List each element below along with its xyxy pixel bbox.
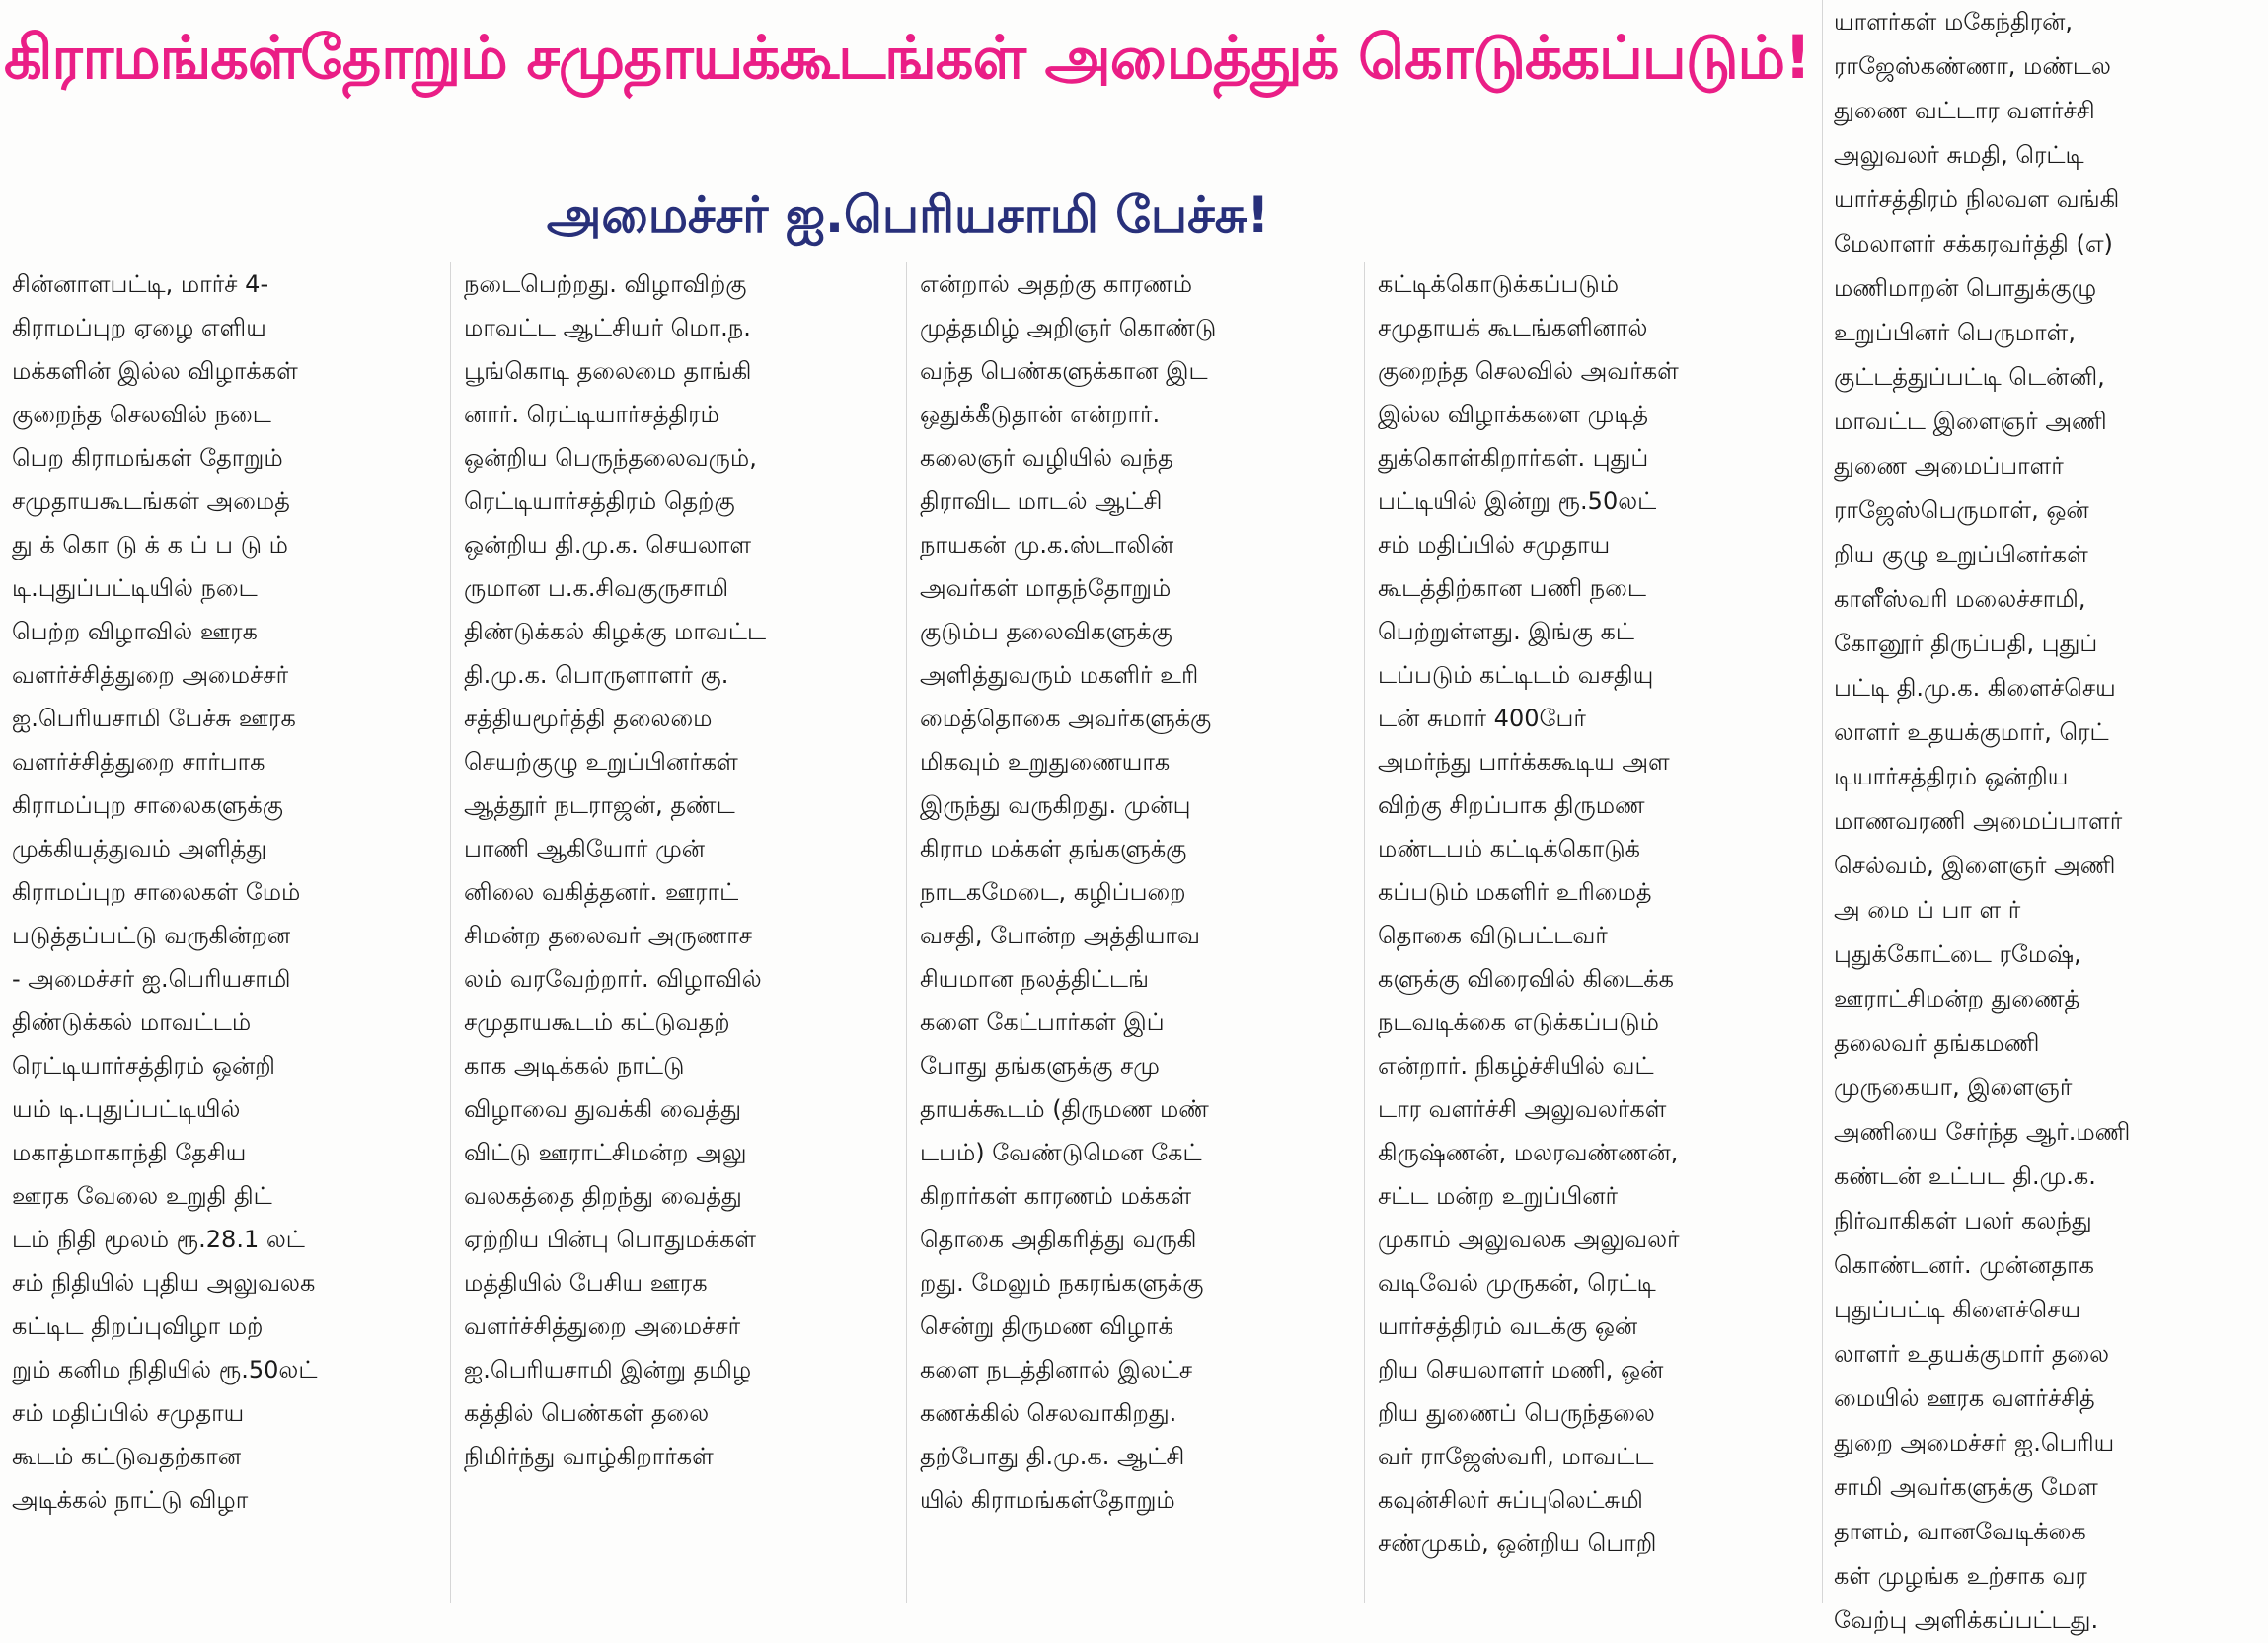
- text-line: வசதி, போன்ற அத்தியாவ: [920, 922, 1200, 949]
- text-line: மாவட்ட இளைஞர் அணி: [1834, 408, 2107, 435]
- text-line: வளர்ச்சித்துறை அமைச்சர்: [12, 661, 289, 689]
- text-line: டியார்சத்திரம் ஒன்றிய: [1834, 763, 2069, 790]
- text-line: ஒன்றிய பெருந்தலைவரும்,: [464, 444, 757, 472]
- text-line: முருகையா, இளைஞர்: [1834, 1074, 2073, 1101]
- text-line: து க் கொ டு க் க ப் ப டு ம்: [12, 531, 288, 559]
- text-line: களை நடத்தினால் இலட்ச: [920, 1356, 1193, 1383]
- text-line: றிய துணைப் பெருந்தலை: [1378, 1399, 1655, 1427]
- text-line: றது. மேலும் நகரங்களுக்கு: [920, 1269, 1204, 1297]
- text-line: யம் டி.புதுப்பட்டியில்: [12, 1095, 241, 1123]
- text-line: அலுவலர் சுமதி, ரெட்டி: [1834, 141, 2084, 169]
- text-line: கூடம் கட்டுவதற்கான: [12, 1443, 242, 1470]
- text-line: புதுப்பட்டி கிளைச்செய: [1834, 1296, 2081, 1323]
- article-column-2: [464, 262, 888, 1603]
- text-line: தி.மு.க. பொருளாளர் கு.: [464, 661, 729, 689]
- text-line: மாவட்ட ஆட்சியர் மொ.ந.: [464, 314, 751, 341]
- text-line: கணக்கில் செலவாகிறது.: [920, 1399, 1177, 1427]
- text-line: மிகவும் உறுதுணையாக: [920, 748, 1171, 776]
- text-line: படுத்தப்பட்டு வருகின்றன: [12, 922, 291, 949]
- text-line: பூங்கொடி தலைமை தாங்கி: [464, 357, 752, 385]
- text-line: கட்டிட திறப்புவிழா மற்: [12, 1312, 264, 1340]
- text-line: களை கேட்பார்கள் இப்: [920, 1008, 1165, 1036]
- text-line: சண்முகம், ஒன்றிய பொறி: [1378, 1530, 1657, 1557]
- text-line: சென்று திருமண விழாக்: [920, 1312, 1173, 1340]
- column-divider: [450, 262, 451, 1603]
- text-line: இருந்து வருகிறது. முன்பு: [920, 791, 1191, 819]
- text-line: தாயக்கூடம் (திருமண மண்: [920, 1095, 1209, 1123]
- text-line: பெற்ற விழாவில் ஊரக: [12, 618, 258, 645]
- text-line: சம் நிதியில் புதிய அலுவலக: [12, 1269, 316, 1297]
- text-line: கிறார்கள் காரணம் மக்கள்: [920, 1182, 1192, 1210]
- text-line: ருமான ப.க.சிவகுருசாமி: [464, 574, 729, 602]
- text-line: சியமான நலத்திட்டங்: [920, 965, 1149, 993]
- text-line: தற்போது தி.மு.க. ஆட்சி: [920, 1443, 1185, 1470]
- text-line: துறை அமைச்சர் ஐ.பெரிய: [1834, 1429, 2115, 1456]
- text-line: வலகத்தை திறந்து வைத்து: [464, 1182, 742, 1210]
- text-line: சமுதாயக் கூடங்களினால்: [1378, 314, 1648, 341]
- text-line: ஆத்தூர் நடராஜன், தண்ட: [464, 791, 735, 819]
- text-line: என்றார். நிகழ்ச்சியில் வட்: [1378, 1052, 1654, 1080]
- text-line: குறைந்த செலவில் நடை: [12, 401, 271, 428]
- text-line: நாடகமேடை, கழிப்பறை: [920, 878, 1186, 906]
- text-line: சமுதாயகூடம் கட்டுவதற்: [464, 1008, 730, 1036]
- text-line: காளீஸ்வரி மலைச்சாமி,: [1834, 585, 2086, 613]
- text-line: தொகை விடுபட்டவர்: [1378, 922, 1608, 949]
- column-divider: [1822, 0, 1823, 1603]
- text-line: டன் சுமார் 400பேர்: [1378, 705, 1586, 732]
- text-line: மாணவரணி அமைப்பாளர்: [1834, 807, 2123, 835]
- text-line: கட்டிக்கொடுக்கப்படும்: [1378, 270, 1620, 298]
- text-line: வர் ராஜேஸ்வரி, மாவட்ட: [1378, 1443, 1654, 1470]
- text-line: வேற்பு அளிக்கப்பட்டது.: [1834, 1606, 2099, 1634]
- text-line: அ மை ப் பா ள ர்: [1834, 896, 2021, 924]
- text-line: சிமன்ற தலைவர் அருணாச: [464, 922, 753, 949]
- text-line: கண்டன் உட்பட தி.மு.க.: [1834, 1162, 2096, 1190]
- text-line: லாளர் உதயக்குமார், ரெட்: [1834, 718, 2109, 746]
- text-line: றும் கனிம நிதியில் ரூ.50லட்: [12, 1356, 318, 1383]
- text-line: மண்டபம் கட்டிக்கொடுக்: [1378, 835, 1641, 862]
- text-line: யார்சத்திரம் வடக்கு ஒன்: [1378, 1312, 1638, 1340]
- text-line: முகாம் அலுவலக அலுவலர்: [1378, 1226, 1680, 1253]
- text-line: ஊரக வேலை உறுதி திட்: [12, 1182, 272, 1210]
- text-line: காக அடிக்கல் நாட்டு: [464, 1052, 685, 1080]
- article-column-4: [1378, 262, 1802, 1603]
- text-line: பட்டி தி.மு.க. கிளைச்செய: [1834, 674, 2116, 702]
- text-line: திண்டுக்கல் கிழக்கு மாவட்ட: [464, 618, 767, 645]
- text-line: குறைந்த செலவில் அவர்கள்: [1378, 357, 1679, 385]
- text-line: கிராமப்புற சாலைகள் மேம்: [12, 878, 301, 906]
- text-line: பெற கிராமங்கள் தோறும்: [12, 444, 283, 472]
- text-line: டப்படும் கட்டிடம் வசதியு: [1378, 661, 1654, 689]
- text-line: அளித்துவரும் மகளிர் உரி: [920, 661, 1199, 689]
- text-line: னிலை வகித்தனர். ஊராட்: [464, 878, 739, 906]
- text-line: ஐ.பெரியசாமி பேச்சு ஊரக: [12, 705, 296, 732]
- text-line: கலைஞர் வழியில் வந்த: [920, 444, 1173, 472]
- text-line: விட்டு ஊராட்சிமன்ற அலு: [464, 1139, 747, 1166]
- text-line: சமுதாயகூடங்கள் அமைத்: [12, 487, 290, 515]
- text-line: றிய செயலாளர் மணி, ஒன்: [1378, 1356, 1664, 1383]
- text-line: யில் கிராமங்கள்தோறும்: [920, 1486, 1175, 1514]
- text-line: தொகை அதிகரித்து வருகி: [920, 1226, 1197, 1253]
- headline: கிராமங்கள்தோறும் சமுதாயக்கூடங்கள் அமைத்துக் கொடுக்கப்படும்!: [4, 24, 1811, 93]
- text-line: விற்கு சிறப்பாக திருமண: [1378, 791, 1645, 819]
- text-line: குடும்ப தலைவிகளுக்கு: [920, 618, 1172, 645]
- text-line: லம் வரவேற்றார். விழாவில்: [464, 965, 762, 993]
- text-line: யாளர்கள் மகேந்திரன்,: [1834, 8, 2074, 36]
- text-line: நடைபெற்றது. விழாவிற்கு: [464, 270, 747, 298]
- text-line: கிராம மக்கள் தங்களுக்கு: [920, 835, 1187, 862]
- text-line: கத்தில் பெண்கள் தலை: [464, 1399, 710, 1427]
- text-line: குட்டத்துப்பட்டி டென்னி,: [1834, 363, 2105, 391]
- text-line: - அமைச்சர் ஐ.பெரியசாமி: [12, 965, 291, 993]
- text-line: திராவிட மாடல் ஆட்சி: [920, 487, 1163, 515]
- text-line: இல்ல விழாக்களை முடித்: [1378, 401, 1649, 428]
- text-line: ஒதுக்கீடுதான் என்றார்.: [920, 401, 1161, 428]
- text-line: தாளம், வானவேடிக்கை: [1834, 1518, 2086, 1545]
- text-line: அடிக்கல் நாட்டு விழா: [12, 1486, 249, 1514]
- text-line: உறுப்பினர் பெருமாள்,: [1834, 319, 2076, 346]
- article-column-3: [920, 262, 1344, 1603]
- text-line: பாணி ஆகியோர் முன்: [464, 835, 705, 862]
- text-line: ராஜேஸ்கண்ணா, மண்டல: [1834, 52, 2111, 80]
- text-line: அணியை சேர்ந்த ஆர்.மணி: [1834, 1118, 2131, 1146]
- text-line: தலைவர் தங்கமணி: [1834, 1029, 2040, 1057]
- text-line: கப்படும் மகளிர் உரிமைத்: [1378, 878, 1652, 906]
- text-line: நிர்வாகிகள் பலர் கலந்து: [1834, 1207, 2092, 1234]
- text-line: டி.புதுப்பட்டியில் நடை: [12, 574, 258, 602]
- text-line: நடவடிக்கை எடுக்கப்படும்: [1378, 1008, 1659, 1036]
- text-line: மைத்தொகை அவர்களுக்கு: [920, 705, 1212, 732]
- text-line: கோனூர் திருப்பதி, புதுப்: [1834, 630, 2098, 657]
- text-line: மகாத்மாகாந்தி தேசிய: [12, 1139, 247, 1166]
- text-line: கூடத்திற்கான பணி நடை: [1378, 574, 1646, 602]
- text-line: கவுன்சிலர் சுப்புலெட்சுமி: [1378, 1486, 1643, 1514]
- text-line: மக்களின் இல்ல விழாக்கள்: [12, 357, 298, 385]
- article-column-5: [1834, 0, 2258, 1634]
- article-column-1: [12, 262, 436, 1603]
- text-line: மேலாளர் சக்கரவர்த்தி (எ): [1834, 230, 2113, 258]
- text-line: னார். ரெட்டியார்சத்திரம்: [464, 401, 719, 428]
- text-line: வளர்ச்சித்துறை சார்பாக: [12, 748, 265, 776]
- text-line: துக்கொள்கிறார்கள். புதுப்: [1378, 444, 1649, 472]
- text-line: விழாவை துவக்கி வைத்து: [464, 1095, 742, 1123]
- text-line: கிருஷ்ணன், மலரவண்ணன்,: [1378, 1139, 1679, 1166]
- text-line: நிமிர்ந்து வாழ்கிறார்கள்: [464, 1443, 714, 1470]
- text-line: மையில் ஊரக வளர்ச்சித்: [1834, 1384, 2095, 1412]
- text-line: வடிவேல் முருகன், ரெட்டி: [1378, 1269, 1656, 1297]
- text-line: பட்டியில் இன்று ரூ.50லட்: [1378, 487, 1657, 515]
- text-line: திண்டுக்கல் மாவட்டம்: [12, 1008, 252, 1036]
- text-line: ஊராட்சிமன்ற துணைத்: [1834, 985, 2080, 1012]
- text-line: கள் முழங்க உற்சாக வர: [1834, 1562, 2087, 1590]
- text-line: செயற்குழு உறுப்பினர்கள்: [464, 748, 738, 776]
- text-line: போது தங்களுக்கு சமு: [920, 1052, 1160, 1080]
- text-line: லாளர் உதயக்குமார் தலை: [1834, 1340, 2110, 1368]
- text-line: ரெட்டியார்சத்திரம் ஒன்றி: [12, 1052, 275, 1080]
- text-line: ஏற்றிய பின்பு பொதுமக்கள்: [464, 1226, 757, 1253]
- text-line: கொண்டனர். முன்னதாக: [1834, 1251, 2094, 1279]
- text-line: என்றால் அதற்கு காரணம்: [920, 270, 1193, 298]
- text-line: வளர்ச்சித்துறை அமைச்சர்: [464, 1312, 741, 1340]
- text-line: மணிமாறன் பொதுக்குழு: [1834, 274, 2097, 302]
- text-line: துணை வட்டார வளர்ச்சி: [1834, 97, 2095, 124]
- text-line: சின்னாளபட்டி, மார்ச் 4-: [12, 270, 269, 298]
- text-line: ரெட்டியார்சத்திரம் தெற்கு: [464, 487, 735, 515]
- text-line: சத்தியமூர்த்தி தலைமை: [464, 705, 713, 732]
- text-line: அமர்ந்து பார்க்ககூடிய அள: [1378, 748, 1670, 776]
- text-line: சம் மதிப்பில் சமுதாய: [12, 1399, 245, 1427]
- text-line: நாயகன் மு.க.ஸ்டாலின்: [920, 531, 1174, 559]
- text-line: முக்கியத்துவம் அளித்து: [12, 835, 267, 862]
- text-line: ஐ.பெரியசாமி இன்று தமிழ: [464, 1356, 752, 1383]
- text-line: அவர்கள் மாதந்தோறும்: [920, 574, 1172, 602]
- text-line: துணை அமைப்பாளர்: [1834, 452, 2064, 480]
- text-line: ராஜேஸ்பெருமாள், ஒன்: [1834, 496, 2089, 524]
- column-divider: [1364, 262, 1365, 1603]
- text-line: ஒன்றிய தி.மு.க. செயலாள: [464, 531, 752, 559]
- text-line: பெற்றுள்ளது. இங்கு கட்: [1378, 618, 1634, 645]
- text-line: சட்ட மன்ற உறுப்பினர்: [1378, 1182, 1619, 1210]
- text-line: சாமி அவர்களுக்கு மேள: [1834, 1473, 2098, 1501]
- text-line: செல்வம், இளைஞர் அணி: [1834, 852, 2116, 879]
- text-line: றிய குழு உறுப்பினர்கள்: [1834, 541, 2088, 568]
- text-line: கிராமப்புற ஏழை எளிய: [12, 314, 266, 341]
- text-line: யார்சத்திரம் நிலவள வங்கி: [1834, 186, 2120, 213]
- text-line: டார வளர்ச்சி அலுவலர்கள்: [1378, 1095, 1667, 1123]
- text-line: கிராமப்புற சாலைகளுக்கு: [12, 791, 283, 819]
- text-line: மத்தியில் பேசிய ஊரக: [464, 1269, 708, 1297]
- text-line: முத்தமிழ் அறிஞர் கொண்டு: [920, 314, 1217, 341]
- text-line: சம் மதிப்பில் சமுதாய: [1378, 531, 1611, 559]
- text-line: புதுக்கோட்டை ரமேஷ்,: [1834, 940, 2081, 968]
- text-line: டம் நிதி மூலம் ரூ.28.1 லட்: [12, 1226, 305, 1253]
- column-divider: [906, 262, 907, 1603]
- text-line: களுக்கு விரைவில் கிடைக்க: [1378, 965, 1674, 993]
- subheadline: அமைச்சர் ஐ.பெரியசாமி பேச்சு!: [546, 187, 1270, 244]
- text-line: வந்த பெண்களுக்கான இட: [920, 357, 1208, 385]
- text-line: டபம்) வேண்டுமென கேட்: [920, 1139, 1202, 1166]
